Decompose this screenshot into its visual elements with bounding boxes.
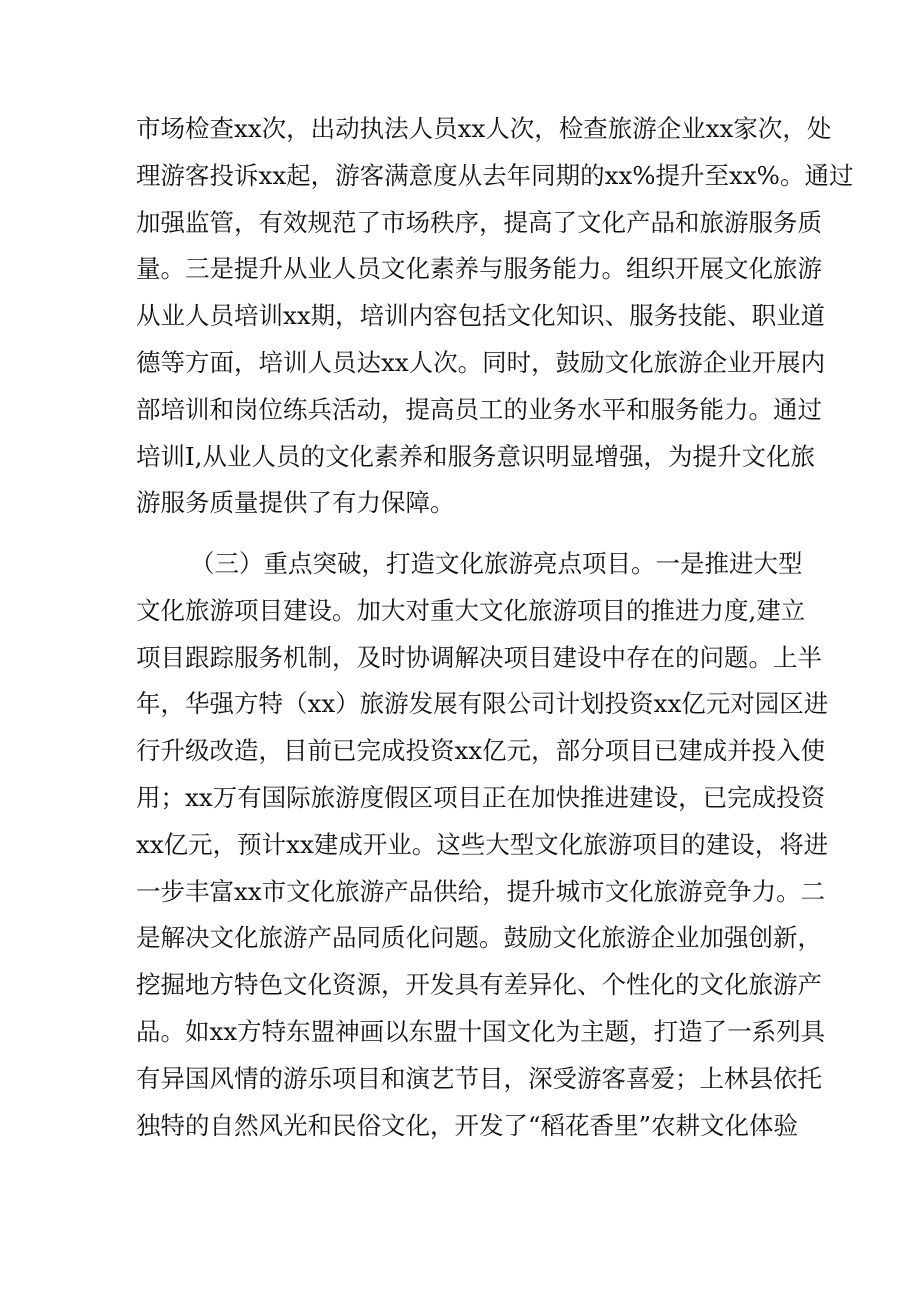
text-line: 用；xx万有国际旅游度假区项目正在加快推进建设，已完成投资 — [136, 782, 826, 812]
text-line: 培训I,从业人员的文化素养和服务意识明显增强，为提升文化旅 — [136, 441, 815, 471]
text-line: 一步丰富xx市文化旅游产品供给，提升城市文化旅游竞争力。二 — [136, 876, 826, 906]
text-line: （三）重点突破，打造文化旅游亮点项目。一是推进大型 — [190, 549, 803, 578]
text-line: 有异国风情的游乐项目和演艺节目，深受游客喜爱；上林县依托 — [136, 1063, 822, 1093]
text-line: 游服务质量提供了有力保障。 — [136, 488, 455, 518]
paragraph-continued — [136, 106, 854, 527]
text-line: 行升级改造，目前已完成投资xx亿元，部分项目已建成并投入使 — [136, 736, 826, 766]
text-line: 量。三是提升从业人员文化素养与服务能力。组织开展文化旅游 — [136, 254, 822, 284]
text-line: 从业人员培训xx期，培训内容包括文化知识、服务技能、职业道 — [136, 301, 826, 331]
text-line: 年，华强方特（xx）旅游发展有限公司计划投资xx亿元对园区进 — [136, 689, 829, 719]
text-line: 德等方面，培训人员达xx人次。同时，鼓励文化旅游企业开展内 — [136, 347, 826, 377]
paragraph-section-three — [136, 541, 829, 1149]
text-line: 部培训和岗位练兵活动，提高员工的业务水平和服务能力。通过 — [136, 394, 822, 424]
text-line: 文化旅游项目建设。加大对重大文化旅游项目的推进力度,建立 — [136, 595, 806, 625]
text-line: xx亿元，预计xx建成开业。这些大型文化旅游项目的建设，将进 — [136, 829, 829, 859]
text-line: 是解决文化旅游产品同质化问题。鼓励文化旅游企业加强创新， — [136, 923, 822, 953]
text-line: 项目跟踪服务机制，及时协调解决项目建设中存在的问题。上半 — [136, 642, 822, 672]
text-line: 品。如xx方特东盟神画以东盟十国文化为主题，打造了一系列具 — [136, 1016, 826, 1046]
text-line: 市场检查xx次，出动执法人员xx人次，检查旅游企业xx家次，处 — [136, 114, 832, 143]
text-line: 理游客投诉xx起，游客满意度从去年同期的xx%提升至xx%。通过 — [136, 160, 854, 190]
text-line: 挖掘地方特色文化资源，开发具有差异化、个性化的文化旅游产 — [136, 970, 822, 1000]
text-line: 独特的自然风光和民俗文化，开发了“稻花香里”农耕文化体验 — [136, 1110, 799, 1140]
text-line: 加强监管，有效规范了市场秩序，提高了文化产品和旅游服务质 — [136, 207, 822, 237]
